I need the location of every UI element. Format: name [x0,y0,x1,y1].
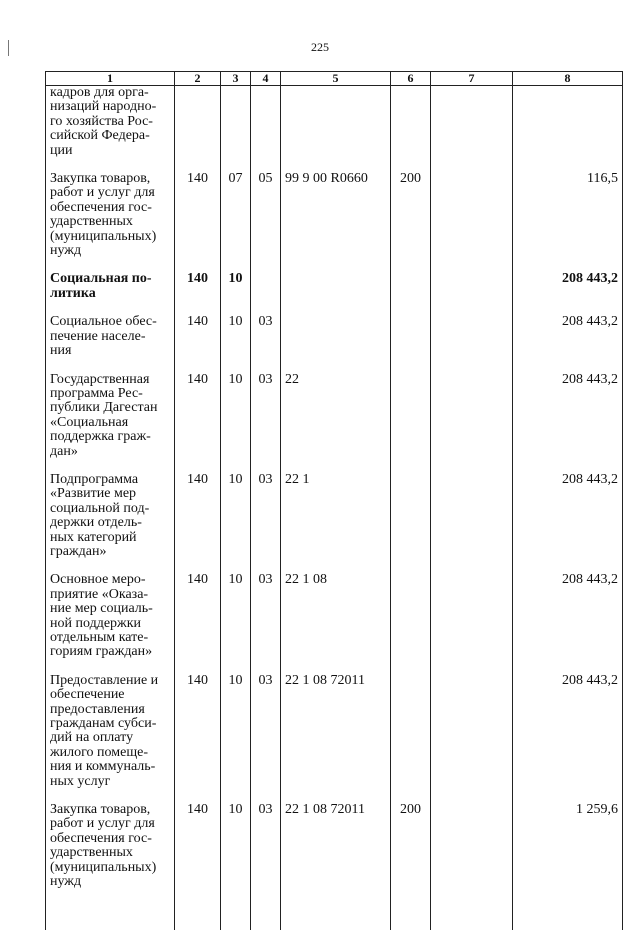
subsection-cell [251,272,281,315]
table-row [46,674,623,803]
code-cell: 140 [175,573,221,673]
column-header: 8 [513,72,623,86]
row-name-cell: Закупка товаров, работ и услуг для обеспечения гос- ударственных (муниципальных) нужд [46,172,175,272]
column-header: 5 [281,72,391,86]
target-article-cell [281,86,391,173]
subsection-cell: 03 [251,373,281,473]
target-article-cell: 22 1 08 [281,573,391,673]
empty-cell [431,315,513,372]
empty-cell [431,803,513,903]
row-name-cell: Подпрограмма «Развитие мер социальной под- держки отдель- ных категорий граждан» [46,473,175,573]
row-name-cell: Основное меро- приятие «Оказа- ние мер социаль- ной поддержки отдельным кате- гориям граждан» [46,573,175,673]
code-cell: 140 [175,315,221,372]
expense-type-cell [391,674,431,803]
subsection-cell: 03 [251,573,281,673]
expense-type-cell [391,373,431,473]
section-cell: 10 [221,373,251,473]
target-article-cell [281,272,391,315]
expense-type-cell: 200 [391,803,431,903]
code-cell [175,86,221,173]
section-cell: 10 [221,272,251,315]
code-cell: 140 [175,373,221,473]
table-row [46,315,623,372]
code-cell: 140 [175,172,221,272]
table-body [46,86,623,930]
target-article-cell: 22 [281,373,391,473]
budget-table [45,71,623,930]
row-name-cell: кадров для орга- низаций народно- го хозяйства Рос- сийской Федера- ции [46,86,175,173]
empty-cell [431,473,513,573]
expense-type-cell: 200 [391,172,431,272]
column-header: 6 [391,72,431,86]
expense-type-cell [391,315,431,372]
expense-type-cell [391,272,431,315]
expense-type-cell [391,573,431,673]
empty-cell [281,904,391,930]
subsection-cell: 03 [251,803,281,903]
header-row [46,72,623,86]
page-number: 225 [311,40,329,54]
code-cell: 140 [175,272,221,315]
subsection-cell: 03 [251,674,281,803]
table-row [46,373,623,473]
row-name-cell: Социальная по- литика [46,272,175,315]
empty-cell [431,904,513,930]
amount-cell: 1 259,6 [513,803,623,903]
empty-cell [431,272,513,315]
amount-cell: 208 443,2 [513,373,623,473]
column-header: 3 [221,72,251,86]
section-cell: 10 [221,674,251,803]
empty-cell [221,904,251,930]
table-row [46,573,623,673]
column-header: 7 [431,72,513,86]
expense-type-cell [391,86,431,173]
empty-cell [391,904,431,930]
row-name-cell: Закупка товаров, работ и услуг для обеспечения гос- ударственных (муниципальных) нужд [46,803,175,903]
section-cell: 10 [221,803,251,903]
expense-type-cell [391,473,431,573]
row-name-cell: Предоставление и обеспечение предоставления гражданам субси- дий на оплату жилого помеще- ния и коммуналь- ных услуг [46,674,175,803]
column-header: 2 [175,72,221,86]
column-header: 1 [46,72,175,86]
amount-cell: 208 443,2 [513,315,623,372]
subsection-cell [251,86,281,173]
amount-cell: 208 443,2 [513,473,623,573]
code-cell: 140 [175,473,221,573]
target-article-cell [281,315,391,372]
section-cell [221,86,251,173]
table-row [46,803,623,903]
empty-cell [513,904,623,930]
target-article-cell: 22 1 08 72011 [281,803,391,903]
empty-cell [431,573,513,673]
subsection-cell: 03 [251,473,281,573]
empty-cell [175,904,221,930]
section-cell: 10 [221,573,251,673]
empty-cell [431,373,513,473]
code-cell: 140 [175,674,221,803]
empty-cell [46,904,175,930]
code-cell: 140 [175,803,221,903]
amount-cell [513,86,623,173]
row-name-cell: Государственная программа Рес- публики Дагестан «Социальная поддержка граж- дан» [46,373,175,473]
section-cell: 10 [221,473,251,573]
row-name-cell: Социальное обес- печение населе- ния [46,315,175,372]
target-article-cell: 22 1 [281,473,391,573]
table-continuation-space [46,904,623,930]
section-cell: 07 [221,172,251,272]
empty-cell [251,904,281,930]
table-row [46,86,623,173]
amount-cell: 208 443,2 [513,272,623,315]
empty-cell [431,674,513,803]
table-row [46,272,623,315]
empty-cell [431,172,513,272]
subsection-cell: 03 [251,315,281,372]
amount-cell: 116,5 [513,172,623,272]
column-header: 4 [251,72,281,86]
section-cell: 10 [221,315,251,372]
subsection-cell: 05 [251,172,281,272]
empty-cell [431,86,513,173]
table-row [46,172,623,272]
table-row [46,473,623,573]
target-article-cell: 22 1 08 72011 [281,674,391,803]
target-article-cell: 99 9 00 R0660 [281,172,391,272]
amount-cell: 208 443,2 [513,674,623,803]
amount-cell: 208 443,2 [513,573,623,673]
